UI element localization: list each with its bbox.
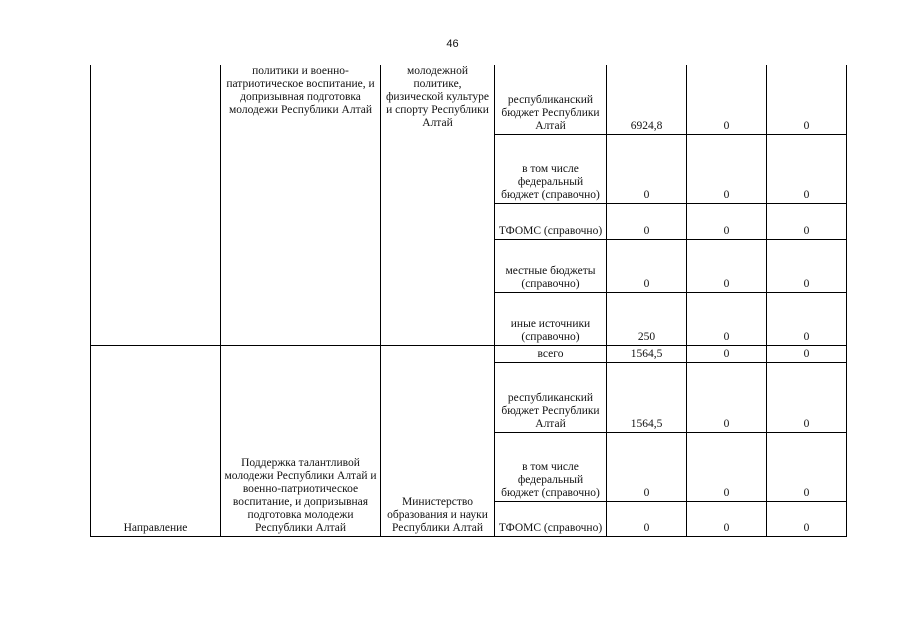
executor-cell: молодежной политике, физической культуре и спорту Республики Алтай: [381, 65, 495, 345]
value-cell: 1564,5: [607, 345, 687, 362]
value-cell: 0: [607, 432, 687, 501]
value-cell: 0: [607, 134, 687, 203]
value-cell: 0: [687, 362, 767, 432]
type-cell: Направление: [91, 345, 221, 536]
table-row: [91, 345, 847, 362]
funding-source-cell: республиканский бюджет Республики Алтай: [495, 362, 607, 432]
table-row: [91, 65, 847, 134]
value-cell: 0: [607, 203, 687, 239]
funding-source-cell: в том числе федеральный бюджет (справочно): [495, 432, 607, 501]
value-cell: 0: [687, 239, 767, 292]
funding-source-cell: местные бюджеты (справочно): [495, 239, 607, 292]
value-cell: 6924,8: [607, 65, 687, 134]
funding-source-cell: всего: [495, 345, 607, 362]
value-cell: 0: [687, 65, 767, 134]
value-cell: 0: [767, 501, 847, 536]
funding-source-cell: ТФОМС (справочно): [495, 501, 607, 536]
value-cell: 0: [767, 203, 847, 239]
budget-table: [90, 65, 847, 537]
value-cell: 0: [687, 501, 767, 536]
funding-source-cell: в том числе федеральный бюджет (справочно): [495, 134, 607, 203]
value-cell: 0: [767, 239, 847, 292]
value-cell: 0: [767, 432, 847, 501]
executor-cell: Министерство образования и науки Республики Алтай: [381, 345, 495, 536]
value-cell: 0: [607, 501, 687, 536]
value-cell: 0: [687, 432, 767, 501]
funding-source-cell: ТФОМС (справочно): [495, 203, 607, 239]
funding-source-cell: иные источники (справочно): [495, 292, 607, 345]
value-cell: 0: [767, 134, 847, 203]
funding-source-cell: республиканский бюджет Республики Алтай: [495, 65, 607, 134]
value-cell: 1564,5: [607, 362, 687, 432]
type-cell: [91, 65, 221, 345]
page-number: 46: [446, 38, 459, 50]
value-cell: 0: [767, 292, 847, 345]
value-cell: 0: [687, 345, 767, 362]
value-cell: 0: [767, 65, 847, 134]
value-cell: 0: [767, 345, 847, 362]
value-cell: 0: [687, 134, 767, 203]
event-name-cell: политики и военно-патриотическое воспитание, и допризывная подготовка молодежи Республики Алтай: [221, 65, 381, 345]
value-cell: 250: [607, 292, 687, 345]
value-cell: 0: [687, 292, 767, 345]
value-cell: 0: [607, 239, 687, 292]
value-cell: 0: [687, 203, 767, 239]
value-cell: 0: [767, 362, 847, 432]
event-name-cell: Поддержка талантливой молодежи Республики Алтай и военно-патриотическое воспитание, и допризывная подготовка молодежи Республики Алтай: [221, 345, 381, 536]
